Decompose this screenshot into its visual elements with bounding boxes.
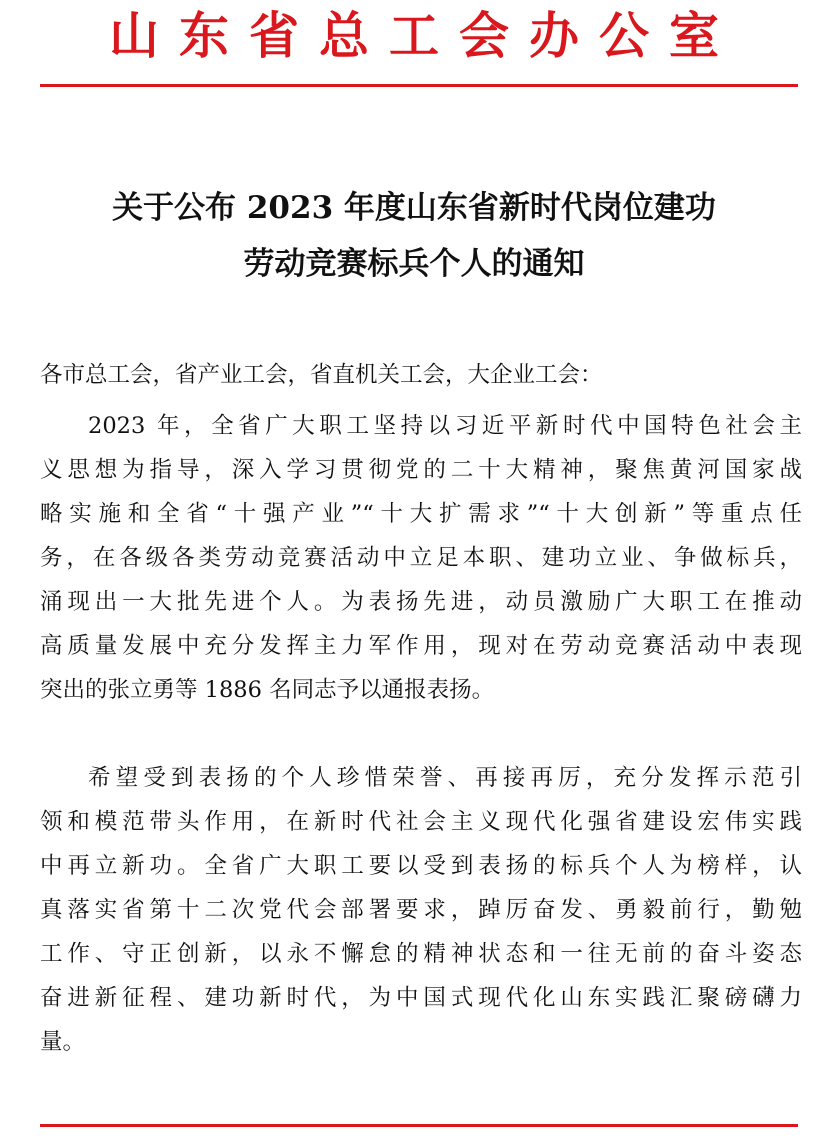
paragraph-line: 涌现出一大批先进个人。为表扬先进，动员激励广大职工在推动	[40, 589, 802, 615]
paragraph-line: 工作、守正创新，以永不懈怠的精神状态和一往无前的奋斗姿态	[40, 941, 802, 967]
document-title-line: 关于公布 2023 年度山东省新时代岗位建功	[112, 190, 716, 226]
paragraph-line: 中再立新功。全省广大职工要以受到表扬的标兵个人为榜样，认	[40, 853, 802, 879]
paragraph-line: 务，在各级各类劳动竞赛活动中立足本职、建功立业、争做标兵，	[40, 545, 802, 571]
document-title	[30, 180, 798, 292]
body-paragraph	[40, 404, 802, 712]
letterhead-title: 山东省总工会办公室	[109, 7, 739, 65]
document-title-line: 劳动竞赛标兵个人的通知	[243, 246, 585, 282]
letterhead	[0, 0, 828, 78]
paragraph-line: 2023 年，全省广大职工坚持以习近平新时代中国特色社会主	[88, 413, 802, 439]
paragraph-line: 高质量发展中充分发挥主力军作用，现对在劳动竞赛活动中表现	[40, 633, 802, 659]
paragraph-line: 义思想为指导，深入学习贯彻党的二十大精神，聚焦黄河国家战	[40, 457, 802, 483]
paragraph-line: 量。	[40, 1029, 86, 1055]
paragraph-line: 领和模范带头作用，在新时代社会主义现代化强省建设宏伟实践	[40, 809, 802, 835]
bottom-red-rule	[40, 1124, 798, 1127]
body-paragraph	[40, 756, 802, 1064]
letterhead-red-rule	[40, 84, 798, 87]
paragraph-line: 希望受到表扬的个人珍惜荣誉、再接再厉，充分发挥示范引	[88, 765, 802, 791]
paragraph-line: 奋进新征程、建功新时代，为中国式现代化山东实践汇聚磅礴力	[40, 985, 802, 1011]
paragraph-line: 略实施和全省“十强产业”“十大扩需求”“十大创新”等重点任	[40, 501, 802, 527]
paragraph-line: 真落实省第十二次党代会部署要求，踔厉奋发、勇毅前行，勤勉	[40, 897, 802, 923]
salutation: 各市总工会，省产业工会，省直机关工会，大企业工会：	[40, 362, 603, 388]
paragraph-line: 突出的张立勇等 1886 名同志予以通报表扬。	[40, 677, 495, 703]
